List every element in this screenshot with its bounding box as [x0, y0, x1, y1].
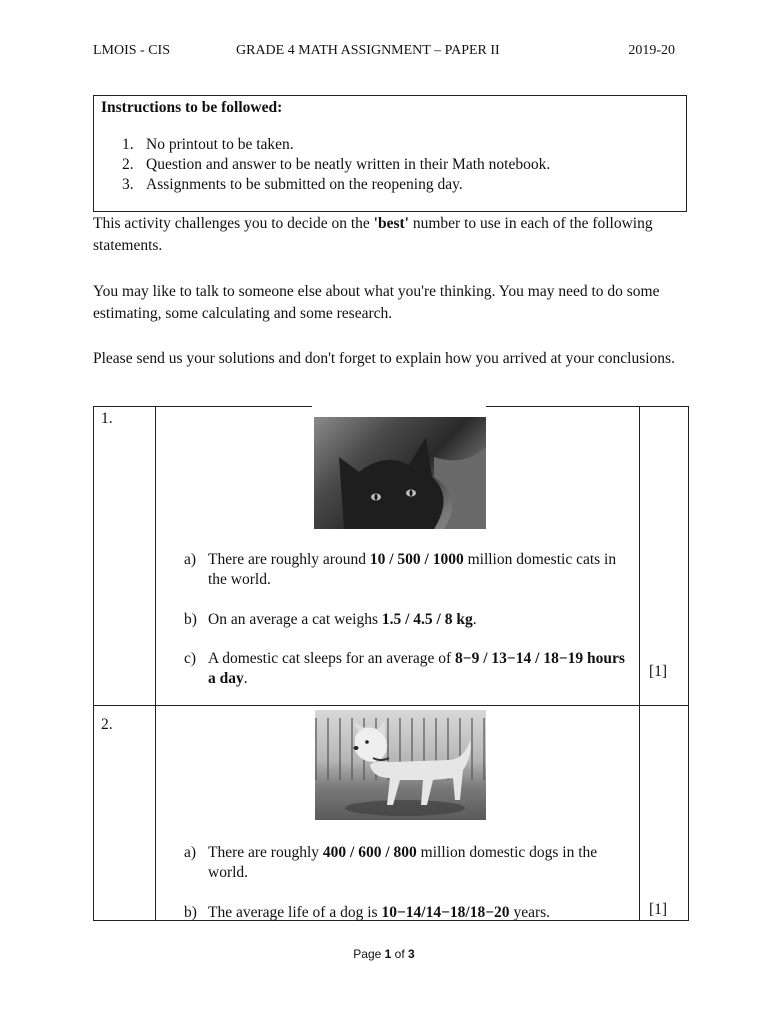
part-text [208, 649, 628, 689]
instruction-number: 2. [122, 156, 134, 173]
question-number: 1. [101, 410, 113, 427]
part-options: 8−9 / 13−14 / 18−19 hours a day [208, 650, 625, 687]
intro-paragraph-2: You may like to talk to someone else about what you're thinking. You may need to do some estimating, some calculating and some research. [93, 283, 660, 322]
image-border-gap [312, 404, 486, 410]
part-text-before: There are roughly around [208, 551, 370, 568]
intro-text: number to use in each of the following statements. [93, 215, 653, 254]
footer-text: Page [353, 947, 385, 961]
part-text-before: The average life of a dog is [208, 904, 382, 921]
intro-text: This activity challenges you to decide on the [93, 215, 374, 232]
part-options: 400 / 600 / 800 [322, 844, 417, 861]
cat-illustration [314, 417, 486, 529]
part-text [208, 610, 628, 630]
question-mark: [1] [649, 901, 668, 918]
part-options: 10−14/14−18/18−20 [381, 904, 510, 921]
part-label: a) [184, 551, 197, 568]
instructions-box [93, 95, 687, 212]
instruction-number: 3. [122, 176, 134, 193]
column-divider [639, 407, 640, 920]
instruction-number: 1. [122, 136, 134, 153]
instruction-text: Question and answer to be neatly written in their Math notebook. [146, 156, 551, 173]
intro-paragraph-3: Please send us your solutions and don't forget to explain how you arrived at your conclusions. [93, 350, 675, 367]
instruction-text: No printout to be taken. [146, 136, 294, 153]
question-number: 2. [101, 716, 113, 733]
part-text-before: A domestic cat sleeps for an average of [208, 650, 456, 667]
intro-emphasis: 'best' [373, 215, 409, 232]
part-options: 1.5 / 4.5 / 8 kg [381, 611, 473, 628]
assignment-title: GRADE 4 MATH ASSIGNMENT – PAPER II [236, 43, 500, 58]
instruction-text: Assignments to be submitted on the reopening day. [146, 176, 463, 193]
part-text [208, 903, 628, 923]
academic-year: 2019-20 [628, 43, 675, 58]
current-page: 1 [384, 947, 392, 961]
instructions-title: Instructions to be followed: [101, 99, 283, 116]
dog-photo [315, 710, 486, 820]
question-mark: [1] [649, 663, 668, 680]
school-name: LMOIS - CIS [93, 43, 171, 58]
part-label: b) [184, 611, 197, 628]
part-label: b) [184, 904, 197, 921]
part-text-after: . [472, 611, 477, 628]
part-options: 10 / 500 / 1000 [369, 551, 464, 568]
part-text-after: . [243, 670, 248, 687]
page-footer [0, 947, 768, 961]
footer-text: of [391, 947, 409, 961]
part-text [208, 550, 628, 590]
part-label: c) [184, 650, 197, 667]
part-text-after: million domestic dogs in the world. [208, 844, 598, 881]
row-divider [94, 705, 688, 706]
intro-paragraph-1 [93, 213, 683, 257]
dog-illustration [315, 710, 486, 820]
part-text-before: There are roughly [208, 844, 323, 861]
page-header [93, 43, 675, 63]
part-label: a) [184, 844, 197, 861]
part-text-before: On an average a cat weighs [208, 611, 382, 628]
cat-photo [314, 417, 486, 529]
part-text-after: years. [509, 904, 551, 921]
part-text-after: million domestic cats in the world. [208, 551, 617, 588]
total-pages: 3 [408, 947, 415, 961]
part-text [208, 843, 628, 883]
column-divider [155, 407, 156, 920]
questions-table [93, 406, 689, 921]
